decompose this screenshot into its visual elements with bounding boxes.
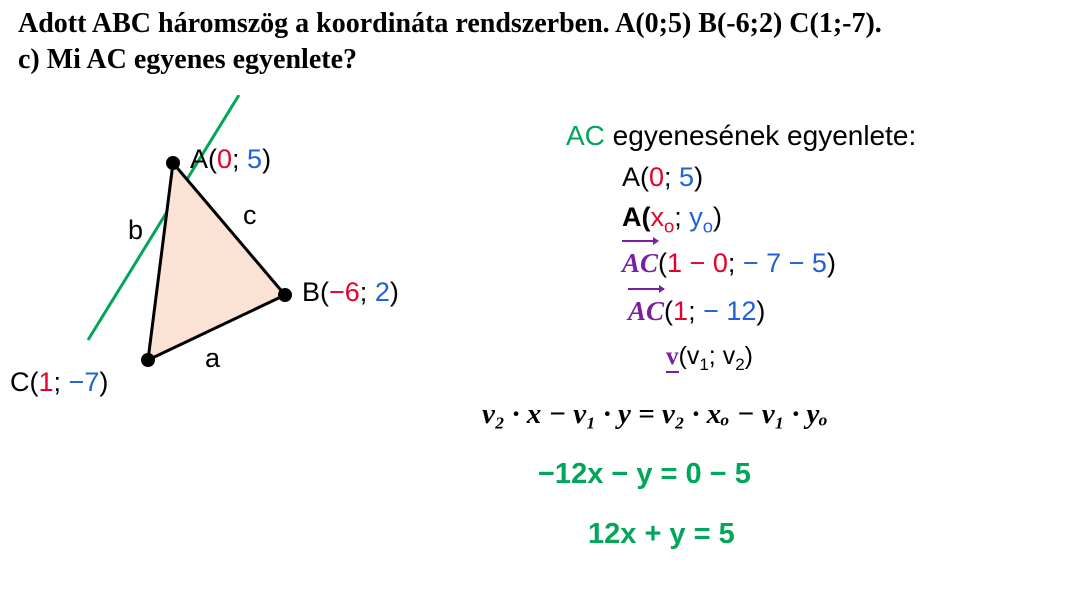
panel-vector-result-sep: ;: [688, 296, 704, 326]
panel-vector-general-open: (: [678, 342, 687, 370]
vector-arrow-bar-icon: [622, 240, 658, 242]
panel-vector-result: [628, 296, 765, 327]
label-point-a-close: ): [262, 144, 272, 174]
panel-vector-general-v2sub: 2: [735, 355, 745, 374]
vector-ac-arrow-1: [622, 248, 658, 279]
label-point-c-close: ): [99, 367, 109, 397]
panel-point-a-close: ): [694, 162, 704, 192]
panel-point-a-general-xsub: o: [664, 215, 675, 237]
panel-point-a-general-ysub: o: [702, 215, 713, 237]
label-point-a-y: 5: [247, 144, 263, 174]
panel-heading-rest: egyenesének egyenlete:: [604, 120, 917, 151]
panel-vector-general-sep: ;: [708, 342, 723, 370]
label-point-b-y: 2: [374, 277, 390, 307]
label-side-a: a: [205, 343, 221, 373]
panel-point-a-general-name: A(: [622, 202, 651, 232]
panel-point-a-general-y: y: [689, 202, 703, 232]
panel-heading: [566, 120, 916, 152]
panel-vector-calc-close: ): [826, 248, 836, 278]
panel-heading-ac: AC: [566, 120, 605, 151]
panel-vector-general-close: ): [744, 342, 753, 370]
panel-point-a-name: A(: [622, 162, 649, 192]
panel-step-2: 12x + y = 5: [588, 518, 735, 550]
panel-vector-calc: [622, 248, 836, 279]
vector-v-underlined: v: [666, 343, 679, 373]
label-point-a-x: 0: [217, 144, 233, 174]
label-point-a-sep: ;: [232, 144, 248, 174]
label-point-c: [10, 367, 108, 398]
panel-point-a-general-close: ): [712, 202, 722, 232]
label-point-c-sep: ;: [53, 367, 69, 397]
label-point-b-sep: ;: [359, 277, 375, 307]
panel-vector-general-v1sub: 1: [699, 355, 709, 374]
vertex-c-dot: [141, 353, 155, 367]
vector-ac-label-1: AC: [622, 248, 659, 278]
label-point-c-y: −7: [68, 367, 100, 397]
panel-line-formula: v₂ · x − v₁ · y = v₂ · xₒ − v₁ · yₒ: [482, 398, 828, 430]
label-side-b: b: [128, 215, 144, 245]
label-point-b-name: B(: [302, 277, 329, 307]
panel-vector-result-dx: 1: [673, 296, 689, 326]
panel-vector-calc-sep: ;: [727, 248, 743, 278]
panel-vector-result-dy: − 12: [703, 296, 757, 326]
title-line-1: Adott ABC háromszög a koordináta rendszerben. A(0;5) B(-6;2) C(1;-7).: [18, 8, 882, 39]
label-point-a: [190, 144, 271, 175]
label-point-c-name: C(: [10, 367, 39, 397]
page-title: [18, 6, 1063, 78]
panel-point-a-general-sep: ;: [674, 202, 690, 232]
triangle-svg: [0, 95, 560, 455]
panel-vector-result-open: (: [664, 296, 674, 326]
panel-vector-general: [666, 342, 753, 375]
panel-vector-calc-dx: 1 − 0: [667, 248, 728, 278]
panel-point-a-general-x: x: [650, 202, 664, 232]
vertex-a-dot: [166, 156, 180, 170]
panel-vector-result-close: ): [756, 296, 766, 326]
panel-point-a-sep: ;: [664, 162, 680, 192]
label-point-b-close: ): [389, 277, 399, 307]
panel-point-a-y: 5: [679, 162, 695, 192]
panel-vector-general-v1: v: [686, 342, 700, 370]
panel-vector-calc-open: (: [658, 248, 668, 278]
triangle-figure: [0, 95, 560, 455]
vector-ac-arrow-2: [628, 296, 664, 327]
label-side-c: c: [243, 200, 257, 230]
label-point-b-x: −6: [329, 277, 360, 307]
panel-point-a-general: [622, 202, 722, 237]
label-point-b: [302, 277, 399, 308]
label-point-a-name: A(: [190, 144, 217, 174]
panel-vector-general-v2: v: [722, 342, 736, 370]
panel-vector-calc-dy: − 7 − 5: [742, 248, 827, 278]
vector-ac-label-2: AC: [628, 296, 665, 326]
label-point-c-x: 1: [38, 367, 54, 397]
panel-point-a-x: 0: [649, 162, 665, 192]
vector-arrow-bar-icon: [628, 288, 664, 290]
solution-panel: [482, 120, 1071, 590]
panel-step-1: −12x − y = 0 − 5: [538, 458, 751, 490]
vertex-b-dot: [278, 288, 292, 302]
title-line-2: c) Mi AC egyenes egyenlete?: [18, 43, 357, 75]
panel-point-a: [622, 162, 703, 193]
